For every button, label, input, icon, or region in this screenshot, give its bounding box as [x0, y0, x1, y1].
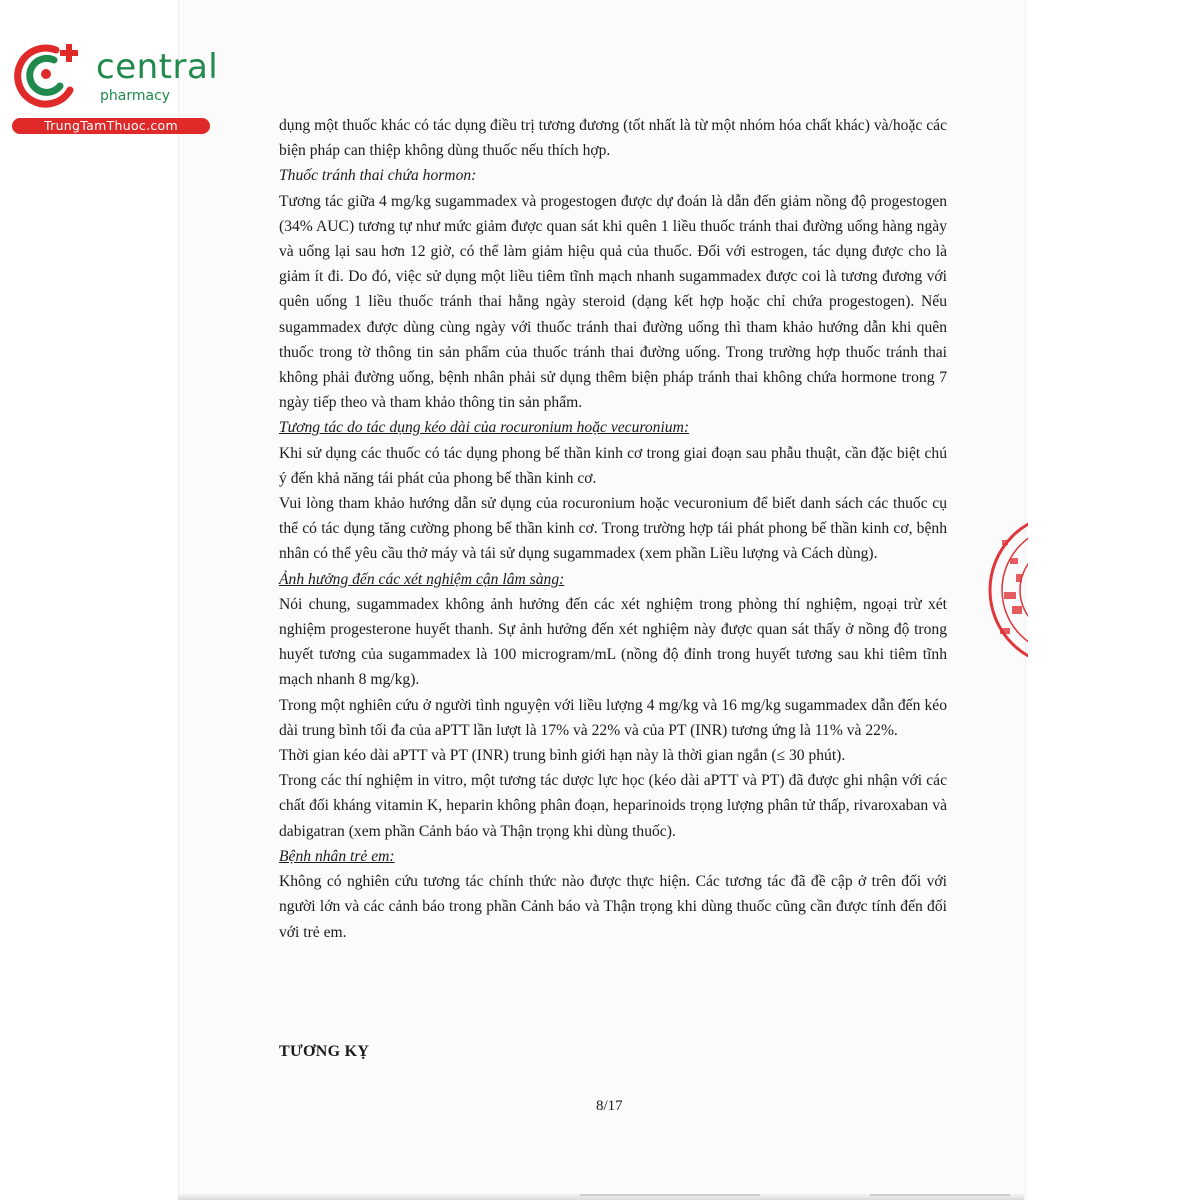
logo-subtitle: pharmacy [100, 88, 171, 104]
paragraph-rocuronium-2: Vui lòng tham khảo hướng dẫn sử dụng của rocuronium hoặc vecuronium để biết danh sách các thuốc cụ thể có tác dụng tăng cường phong bế thần kinh cơ. Trong trường hợp tái phát phong bế thần kinh cơ, bệnh nhân có thể yêu cầu thở máy và tái sử dụng sugammadex (xem phần Liều lượng và Cách dùng). [279, 495, 947, 563]
logo-name: central [96, 47, 219, 87]
paragraph-pediatric: Không có nghiên cứu tương tác chính thức nào được thực hiện. Các tương tác đã đề cập ở trên đối với người lớn và các cảnh báo trong phần Cảnh báo và Thận trọng khi dùng thuốc cũng cần được tính đến đối với trẻ em. [279, 873, 947, 941]
paragraph-lab-4: Trong các thí nghiệm in vitro, một tương tác dược lực học (kéo dài aPTT và PT) đã được ghi nhận với các chất đối kháng vitamin K, heparin không phân đoạn, heparinoids trọng lượng phân tử thấp, rivaroxaban và dabigatran (xem phần Cảnh báo và Thận trọng khi dùng thuốc). [279, 772, 947, 840]
pharmacy-logo[interactable] [10, 38, 219, 136]
scan-artifact [580, 1194, 760, 1196]
heading-hormonal-contraceptives: Thuốc tránh thai chứa hormon: [279, 167, 477, 185]
paragraph-rocuronium-1: Khi sử dụng các thuốc có tác dụng phong bế thần kinh cơ trong giai đoạn sau phẫu thuật, cần đặc biệt chú ý đến khả năng tái phát của phong bế thần kinh cơ. [279, 444, 947, 487]
logo-site-badge: TrungTamThuoc.com [12, 118, 210, 134]
heading-lab-tests: Ảnh hưởng đến các xét nghiệm cận lâm sàng: [279, 570, 565, 588]
paragraph-hormonal-contraceptives: Tương tác giữa 4 mg/kg sugammadex và progestogen được dự đoán là dẫn đến giảm nồng độ progestogen (34% AUC) tương tự như mức giảm được quan sát khi quên 1 liều thuốc tránh thai đường uống hàng ngày và uống lại sau hơn 12 giờ, có thể làm giảm hiệu quả của thuốc. Đối với estrogen, tác dụng được cho là giảm ít đi. Do đó, việc sử dụng một liều tiêm tĩnh mạch nhanh sugammadex được coi là tương đương với quên uống 1 liều thuốc tránh thai hằng ngày steroid (dạng kết hợp hoặc chỉ chứa progestogen). Nếu sugammadex được dùng cùng ngày với thuốc tránh thai đường uống thì tham khảo hướng dẫn khi quên thuốc trong tờ thông tin sản phẩm của thuốc tránh thai đường uống. Trong trường hợp thuốc tránh thai không phải đường uống, bệnh nhân phải sử dụng thêm biện pháp tránh thai không chứa hormone trong 7 ngày tiếp theo và tham khảo thông tin sản phẩm. [279, 192, 947, 412]
logo-c-mark-icon [10, 38, 90, 108]
heading-pediatric: Bệnh nhân trẻ em: [279, 847, 395, 865]
page-number: 8/17 [596, 1098, 623, 1114]
paragraph-lab-2: Trong một nghiên cứu ở người tình nguyện với liều lượng 4 mg/kg và 16 mg/kg sugammadex dẫn đến kéo dài trung bình tối đa của aPTT lần lượt là 17% và 22% và của PT (INR) tương ứng là 11% và 22%. [279, 696, 947, 739]
paragraph-lab-3: Thời gian kéo dài aPTT và PT (INR) trung bình giới hạn này là thời gian ngắn (≤ 30 phút). [279, 747, 846, 765]
section-title-incompatibilities: TƯƠNG KỴ [279, 1043, 370, 1060]
heading-rocuronium-interaction: Tương tác do tác dụng kéo dài của rocuronium hoặc vecuronium: [279, 419, 690, 437]
red-stamp-icon [988, 510, 1028, 670]
scan-artifact [870, 1194, 1010, 1196]
paragraph-intro: dụng một thuốc khác có tác dụng điều trị tương đương (tốt nhất là từ một nhóm hóa chất khác) và/hoặc các biện pháp can thiệp không dùng thuốc nếu thích hợp. [279, 117, 947, 160]
paragraph-lab-1: Nói chung, sugammadex không ảnh hưởng đến các xét nghiệm trong phòng thí nghiệm, ngoại trừ xét nghiệm progesterone huyết thanh. Sự ảnh hưởng đến xét nghiệm này được quan sát thấy ở nồng độ trong huyết tương của sugammadex là 100 microgram/mL (nồng độ đỉnh trong huyết tương sau khi tiêm tĩnh mạch nhanh 8 mg/kg). [279, 595, 947, 689]
document-body [279, 113, 947, 945]
